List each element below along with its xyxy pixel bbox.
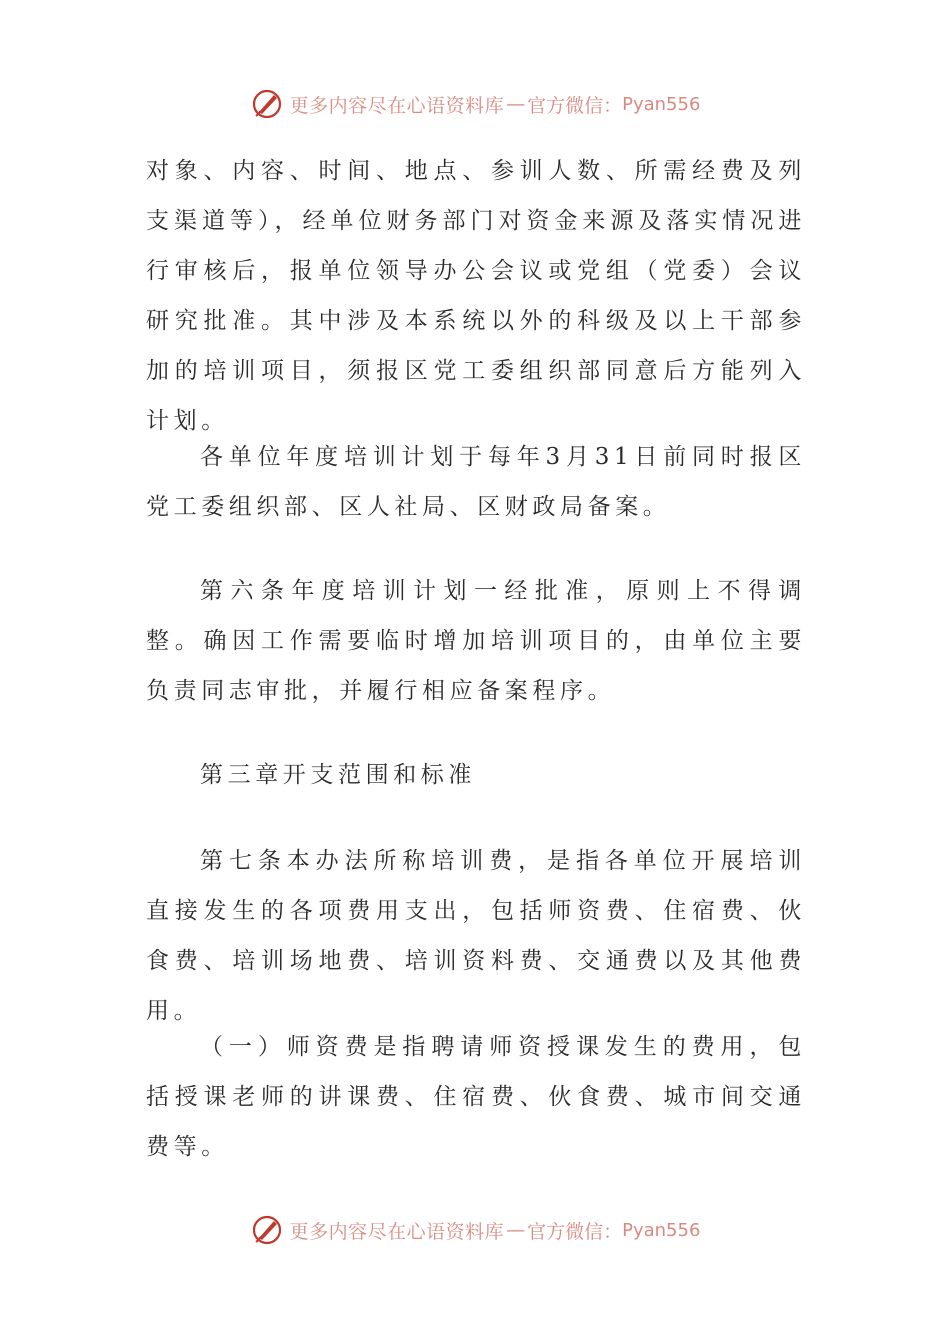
banner-official-label: 官方微信：	[527, 94, 623, 117]
paragraph-continuation: 对象、内容、时间、地点、参训人数、所需经费及列支渠道等），经单位财务部门对资金来源及落实情况进行审核后，报单位领导办公会议或党组（党委）会议研究批准。其中涉及本系统以外的科级及以上干部参加的培训项目，须报区党工委组织部同意后方能列入计划。	[146, 158, 806, 434]
banner-dash: —	[506, 1219, 526, 1241]
paragraph-article-six: 第六条年度培训计划一经批准，原则上不得调整。确因工作需要临时增加培训项目的，由单位主要负责同志审批，并履行相应备案程序。	[146, 578, 806, 704]
banner-text: 更多内容尽在心语资料库	[289, 94, 505, 117]
banner-official-label: 官方微信：	[527, 1220, 623, 1243]
banner-wechat-id: Pyan556	[622, 1219, 701, 1241]
banner-text: 更多内容尽在心语资料库	[289, 1220, 505, 1243]
paragraph-teacher-fee: （一）师资费是指聘请师资授课发生的费用，包括授课老师的讲课费、住宿费、伙食费、城市间交通费等。	[146, 1034, 806, 1160]
chapter-three-heading: 第三章开支范围和标准	[200, 762, 476, 788]
banner-dash: —	[506, 93, 526, 115]
pen-circle-icon	[250, 87, 284, 121]
paragraph-article-seven: 第七条本办法所称培训费，是指各单位开展培训直接发生的各项费用支出，包括师资费、住宿费、伙食费、培训场地费、培训资料费、交通费以及其他费用。	[146, 848, 806, 1024]
header-banner	[0, 84, 950, 124]
banner-wechat-id: Pyan556	[622, 93, 701, 115]
footer-banner	[0, 1210, 950, 1250]
pen-circle-icon	[250, 1213, 284, 1247]
paragraph-plan-filing: 各单位年度培训计划于每年3月31日前同时报区党工委组织部、区人社局、区财政局备案。	[146, 444, 806, 520]
